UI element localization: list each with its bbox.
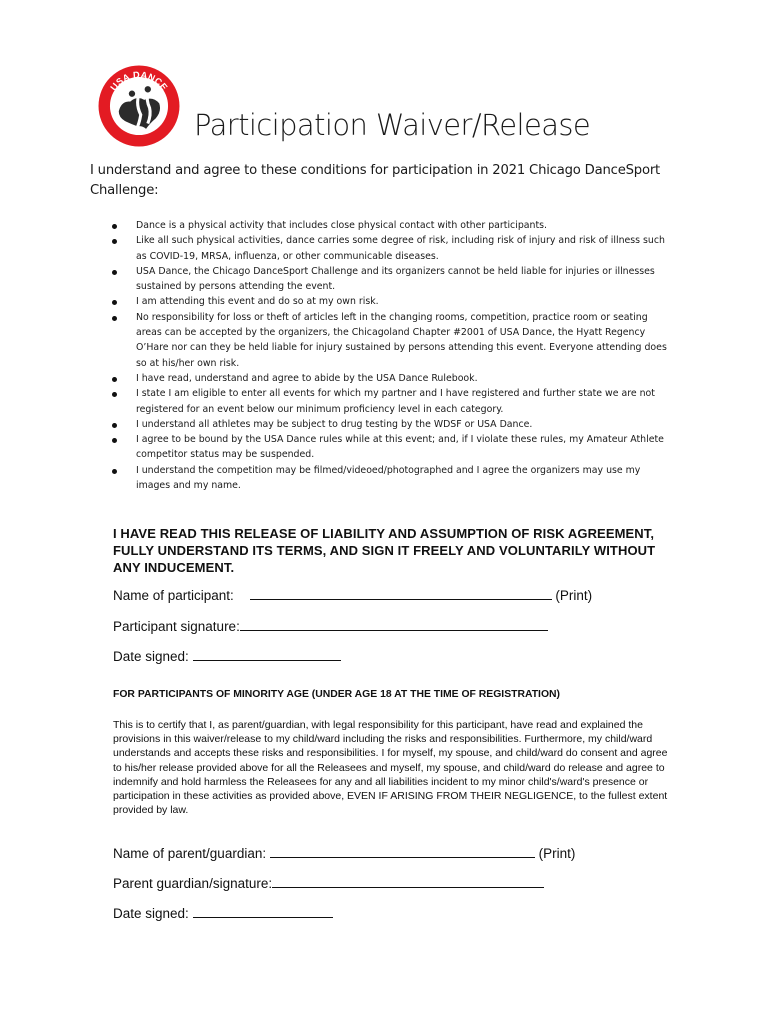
logo-text: USA DANCE [108, 69, 170, 93]
bullet-icon [112, 270, 117, 275]
participant-date-row [113, 647, 341, 664]
participant-name-label: Name of participant: [113, 588, 234, 603]
bullet-icon [112, 469, 117, 474]
participant-date-field[interactable] [193, 647, 341, 661]
minor-section-text: This is to certify that I, as parent/guardian, with legal responsibility for this participant, have read and explained the provisions in this waiver/release to my child/ward including the risks and responsibilities. Furthermore, my child/ward understands and accepts these risks and responsibilities. I for myself, my spouse, and child/ward do consent and agree to his/her release provided above for all the Releasees and myself, my spouse, and child/ward do release and agree to indemnify and hold harmless the Releasees for any and all liabilities incident to my minor child's/ward's presence or participation in these activities as provided above, EVEN IF ARISING FROM THEIR NEGLIGENCE, to the fullest extent provided by law. [113, 719, 668, 817]
bullet-icon [112, 316, 117, 321]
participant-signature-label: Participant signature: [113, 619, 240, 634]
guardian-date-field[interactable] [193, 904, 333, 918]
bullet-icon [112, 392, 117, 397]
bullet-icon [112, 224, 117, 229]
intro-text: I understand and agree to these conditions for participation in 2021 Chicago DanceSport Challenge: [90, 163, 661, 198]
list-item: I understand the competition may be filmed/videoed/photographed and I agree the organizers may use my images and my name. [109, 463, 669, 494]
guardian-name-row [113, 844, 575, 861]
guardian-signature-row [113, 874, 544, 891]
list-item: I state I am eligible to enter all events for which my partner and I have registered and further state we are not registered for an event below our minimum proficiency level in each category. [109, 386, 669, 417]
list-item: I agree to be bound by the USA Dance rules while at this event; and, if I violate these rules, my Amateur Athlete competitor status may be suspended. [109, 432, 669, 463]
list-item: I am attending this event and do so at my own risk. [109, 294, 669, 309]
list-item: I understand all athletes may be subject to drug testing by the WDSF or USA Dance. [109, 417, 669, 432]
guardian-print-label: (Print) [538, 846, 576, 861]
participant-name-field[interactable] [250, 586, 552, 600]
guardian-name-label: Name of parent/guardian: [113, 846, 267, 861]
guardian-date-row [113, 904, 333, 921]
bullet-icon [112, 239, 117, 244]
participant-print-label: (Print) [555, 588, 593, 603]
minor-section-heading: FOR PARTICIPANTS OF MINORITY AGE (UNDER AGE 18 AT THE TIME OF REGISTRATION) [113, 689, 560, 700]
participant-date-label: Date signed: [113, 649, 189, 664]
participant-name-row [113, 586, 592, 603]
guardian-date-label: Date signed: [113, 906, 189, 921]
guardian-signature-field[interactable] [272, 874, 544, 888]
guardian-signature-label: Parent guardian/signature: [113, 876, 273, 891]
bullet-icon [112, 300, 117, 305]
conditions-list [109, 218, 669, 493]
list-item: I have read, understand and agree to abide by the USA Dance Rulebook. [109, 371, 669, 386]
participant-signature-field[interactable] [240, 617, 548, 631]
bullet-icon [112, 423, 117, 428]
list-item: USA Dance, the Chicago DanceSport Challenge and its organizers cannot be held liable for injuries or illnesses sustained by persons attending the event. [109, 264, 669, 295]
acknowledgement-statement: I HAVE READ THIS RELEASE OF LIABILITY AND ASSUMPTION OF RISK AGREEMENT, FULLY UNDERSTAND ITS TERMS, AND SIGN IT FREELY AND VOLUNTARILY WITHOUT ANY INDUCEMENT. [113, 526, 656, 575]
list-item: Like all such physical activities, dance carries some degree of risk, including risk of injury and risk of illness such as COVID-19, MRSA, influenza, or other communicable diseases. [109, 233, 669, 264]
bullet-icon [112, 377, 117, 382]
page-title: Participation Waiver/Release [194, 108, 591, 142]
list-item: Dance is a physical activity that includes close physical contact with other participants. [109, 218, 669, 233]
bullet-icon [112, 438, 117, 443]
participant-signature-row [113, 617, 548, 634]
usa-dance-logo [95, 62, 183, 150]
guardian-name-field[interactable] [270, 844, 535, 858]
list-item: No responsibility for loss or theft of articles left in the changing rooms, competition, practice room or seating areas can be accepted by the organizers, the Chicagoland Chapter #2001 of USA Dance, the Hyatt Regency O’Hare nor can they be held liable for injury sustained by persons attending this event. Everyone attending does so at his/her own risk. [109, 310, 669, 371]
